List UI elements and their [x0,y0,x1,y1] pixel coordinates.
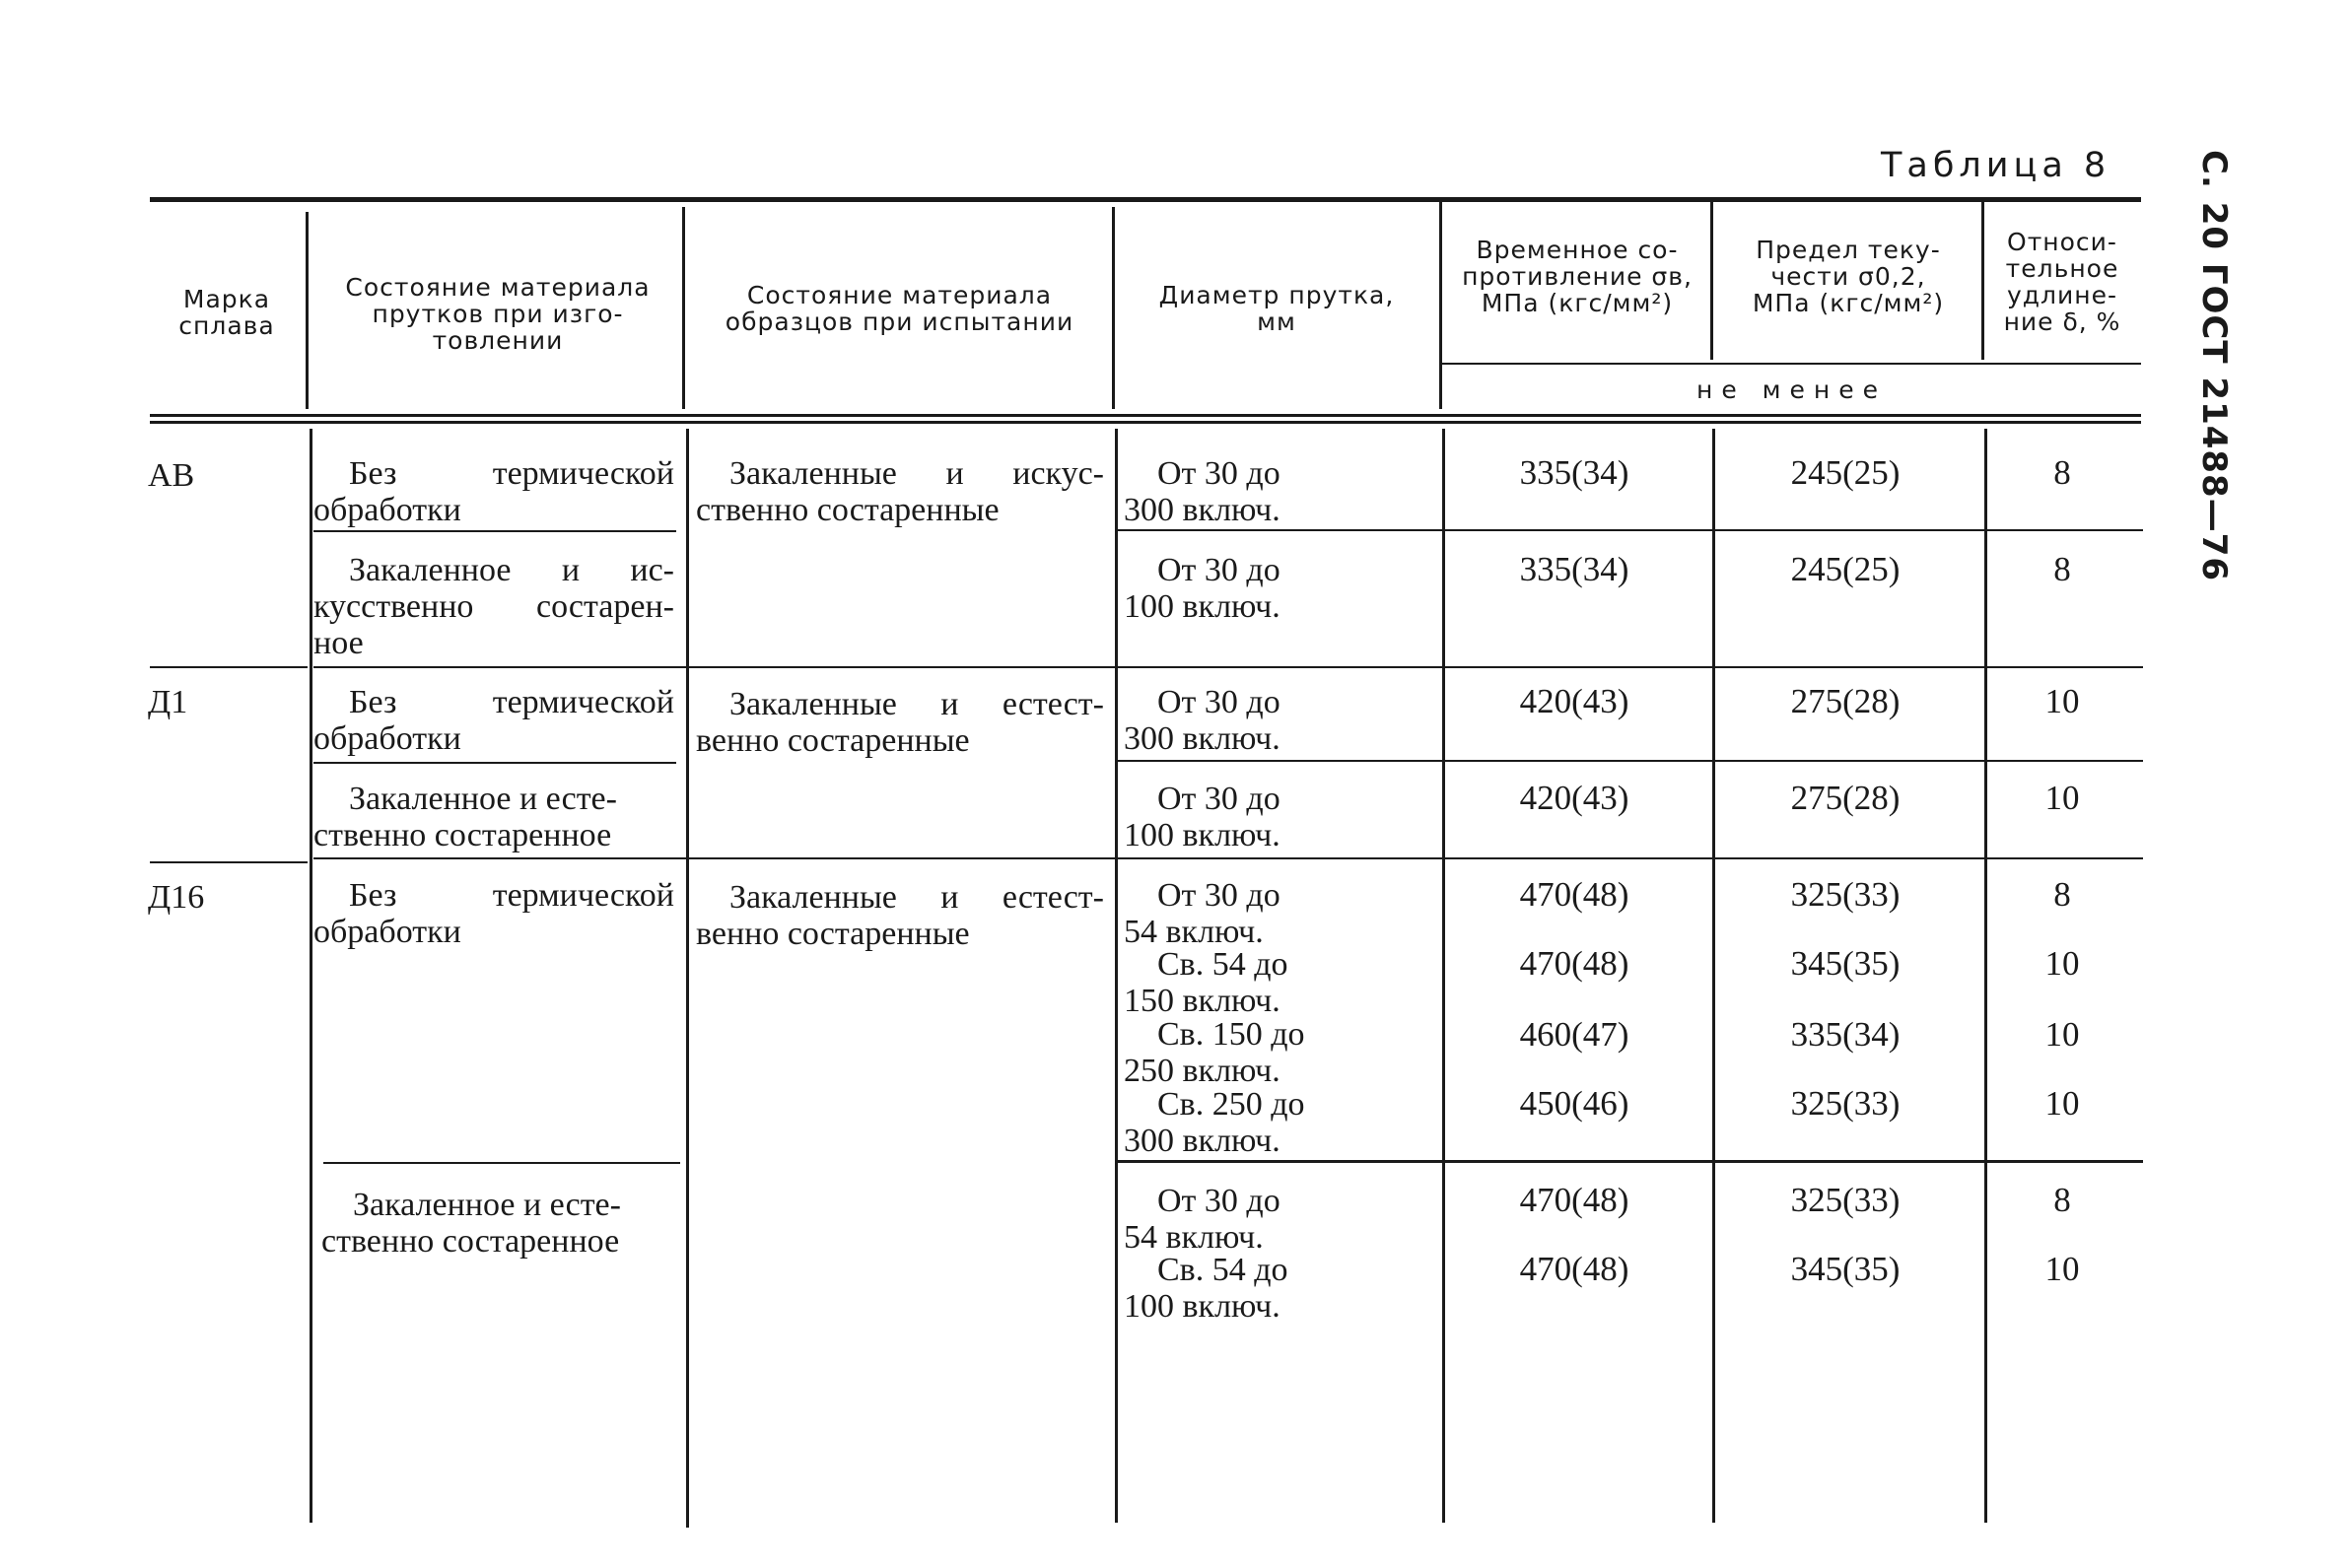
yield-value: 325(33) [1790,1181,1901,1219]
header-col-sep-2 [682,207,685,409]
tensile-value: 460(47) [1519,1015,1629,1054]
tensile-value: 450(46) [1519,1084,1629,1123]
grade-ab: АВ [148,457,195,494]
rule-d16-sub1-data [1118,1160,2143,1163]
tensile-value: 470(48) [1519,944,1629,983]
elongation-value: 10 [2044,1015,2080,1054]
yield-value: 275(28) [1790,779,1901,817]
yield-value: 325(33) [1790,875,1901,914]
diameter-cell: Св. 150 до 250 включ. [1124,1016,1305,1089]
diameter-cell: От 30 до 100 включ. [1124,552,1280,625]
test-state-d1: Закаленные и естест- венно состаренные [696,686,1104,759]
yield-value: 275(28) [1790,682,1901,720]
tensile-value: 335(34) [1519,550,1629,588]
yield-value: 335(34) [1790,1015,1901,1054]
manufacture-state-d16-2: Закаленное и есте- ственно состаренное [321,1187,621,1260]
header-state-manufacture: Состояние материала прутков при изго- товлении [345,273,651,355]
body-col-sep-1 [310,429,312,1523]
elongation-value: 10 [2044,944,2080,983]
elongation-value: 10 [2044,779,2080,817]
rule-ab-sub1-state [313,530,676,532]
rule-ab-end-state [313,666,2143,668]
diameter-cell: Св. 54 до 100 включ. [1124,1252,1288,1325]
header-grade: Марка сплава [178,285,275,340]
yield-value: 325(33) [1790,1084,1901,1123]
elongation-value: 8 [2053,875,2071,914]
elongation-value: 10 [2044,682,2080,720]
elongation-value: 8 [2053,1181,2071,1219]
test-state-d16: Закаленные и естест- венно состаренные [696,879,1104,952]
header-col-sep-1 [306,212,309,409]
rule-ab-sub1-data [1118,529,2143,531]
rule-d1-end-grade [150,861,308,863]
yield-value: 345(35) [1790,1250,1901,1288]
diameter-cell: От 30 до 54 включ. [1124,877,1280,950]
elongation-value: 10 [2044,1250,2080,1288]
tensile-value: 470(48) [1519,1250,1629,1288]
manufacture-state-d1-2: Закаленное и есте- ственно состаренное [313,781,617,853]
manufacture-state-d16-1: Без термической обработки [313,877,674,950]
diameter-cell: Св. 250 до 300 включ. [1124,1086,1305,1159]
rule-d1-end-state [313,857,2143,859]
tensile-value: 420(43) [1519,779,1629,817]
tensile-value: 470(48) [1519,875,1629,914]
body-col-sep-4 [1442,429,1445,1523]
manufacture-state-d1-1: Без термической обработки [313,684,674,757]
header-elongation: Относи- тельное удлине- ние δ, % [2003,228,2121,336]
body-col-sep-5 [1712,429,1715,1523]
header-col-sep-4 [1439,202,1442,409]
header-bottom-rule-2 [150,421,2141,424]
diameter-cell: От 30 до 300 включ. [1124,455,1280,528]
diameter-cell: Св. 54 до 150 включ. [1124,946,1288,1019]
elongation-value: 8 [2053,453,2071,492]
yield-value: 345(35) [1790,944,1901,983]
elongation-value: 8 [2053,550,2071,588]
grade-d1: Д1 [148,684,188,720]
header-bottom-rule-1 [150,414,2141,417]
header-not-less: не менее [1695,375,1888,404]
diameter-cell: От 30 до 100 включ. [1124,781,1280,853]
header-yield: Предел теку- чести σ0,2, МПа (кгс/мм²) [1752,236,1945,317]
yield-value: 245(25) [1790,453,1901,492]
table-title: Таблица 8 [1881,146,2111,185]
body-col-sep-3 [1115,429,1118,1523]
header-col-sep-5 [1710,202,1713,360]
manufacture-state-ab-1: Без термической обработки [313,455,674,528]
body-col-sep-2 [686,429,689,1528]
rule-d16-sub1-state [323,1162,680,1164]
page-label: С. 20 ГОСТ 21488—76 [2194,150,2234,582]
tensile-value: 470(48) [1519,1181,1629,1219]
elongation-value: 10 [2044,1084,2080,1123]
tensile-value: 335(34) [1519,453,1629,492]
rule-ab-end-grade [150,666,308,668]
diameter-cell: От 30 до 300 включ. [1124,684,1280,757]
table-top-rule [150,197,2141,202]
not-less-rule [1439,363,2141,365]
header-diameter: Диаметр прутка, мм [1158,281,1395,336]
grade-d16: Д16 [148,879,205,916]
tensile-value: 420(43) [1519,682,1629,720]
header-col-sep-3 [1112,207,1115,409]
rule-d1-sub1-state [313,762,676,764]
manufacture-state-ab-2: Закаленное и ис- кусственно состарен- ное [313,552,674,661]
test-state-ab: Закаленные и искус- ственно состаренные [696,455,1104,528]
header-state-test: Состояние материала образцов при испытании [725,281,1074,336]
header-tensile: Временное со- противление σв, МПа (кгс/мм²) [1462,236,1693,317]
yield-value: 245(25) [1790,550,1901,588]
rule-d1-sub1-data [1118,760,2143,762]
diameter-cell: От 30 до 54 включ. [1124,1183,1280,1256]
